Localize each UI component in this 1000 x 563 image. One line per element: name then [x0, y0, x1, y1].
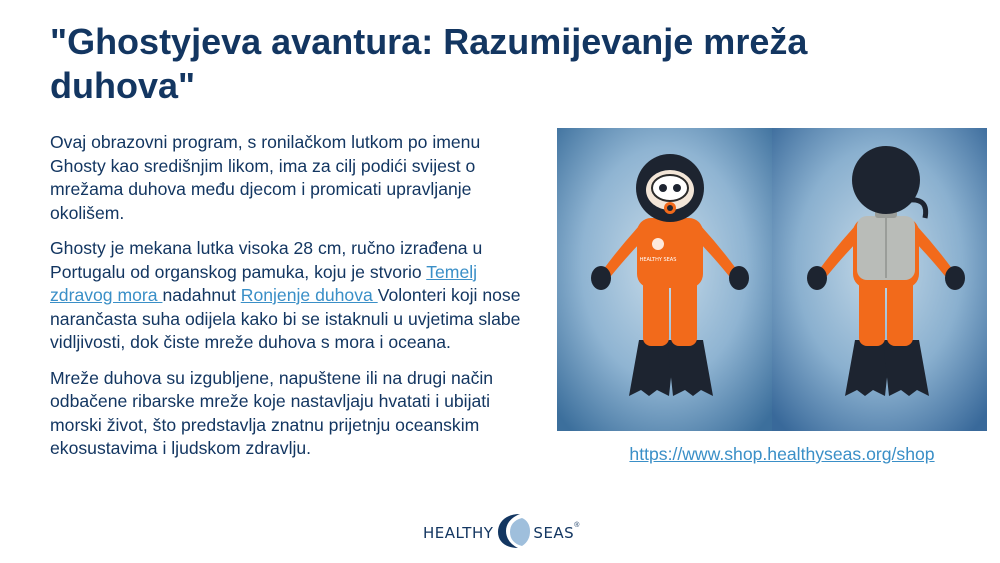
ghosty-doll-photo [557, 128, 987, 431]
wave-icon [496, 512, 530, 555]
logo-text-healthy: HEALTHY [423, 524, 494, 542]
paragraph-ghosty [50, 237, 540, 355]
healthy-seas-foundation-link[interactable]: Temelj zdravog mora [50, 261, 478, 305]
logo-registered-mark: ® [574, 522, 580, 529]
paragraph-ghosty-end: Volonteri koji nose narančasta suha odijela kako bi se istaknuli u uvjetima slabe vidljivosti, dok čiste mreže duhova s mora i oceana. [50, 285, 521, 352]
paragraph-intro: Ovaj obrazovni program, s ronilačkom lutkom po imenu Ghosty kao središnjim likom, ima za cilj podići svijest o mrežama duhova među djecom i promicati upravljanje okolišem. [50, 132, 481, 223]
doll-chest-logo: HEALTHY SEAS [639, 257, 677, 263]
shop-link[interactable]: https://www.shop.healthyseas.org/shop [629, 444, 935, 464]
ghost-diving-link[interactable]: Ronjenje duhova [240, 285, 378, 305]
paragraph-ghosty-mid: nadahnut [162, 285, 241, 305]
logo-text-seas: SEAS [533, 524, 575, 542]
paragraph-ghosty-start: Ghosty je mekana lutka visoka 28 cm, ručno izrađena u Portugalu od organskog pamuka, koju je stvorio [50, 238, 483, 282]
body-text [50, 131, 540, 473]
paragraph-ghost-nets: Mreže duhova su izgubljene, napuštene ili na drugi način odbačene ribarske mreže koje nastavljaju hvatati i ubijati morski život, što predstavlja znatnu prijetnju oceanskim ekosustavima i ljudskom zdravlju. [50, 367, 494, 458]
healthy-seas-logo [423, 512, 583, 554]
page-title: "Ghostyjeva avantura: Razumijevanje mreža duhova" [50, 21, 808, 106]
